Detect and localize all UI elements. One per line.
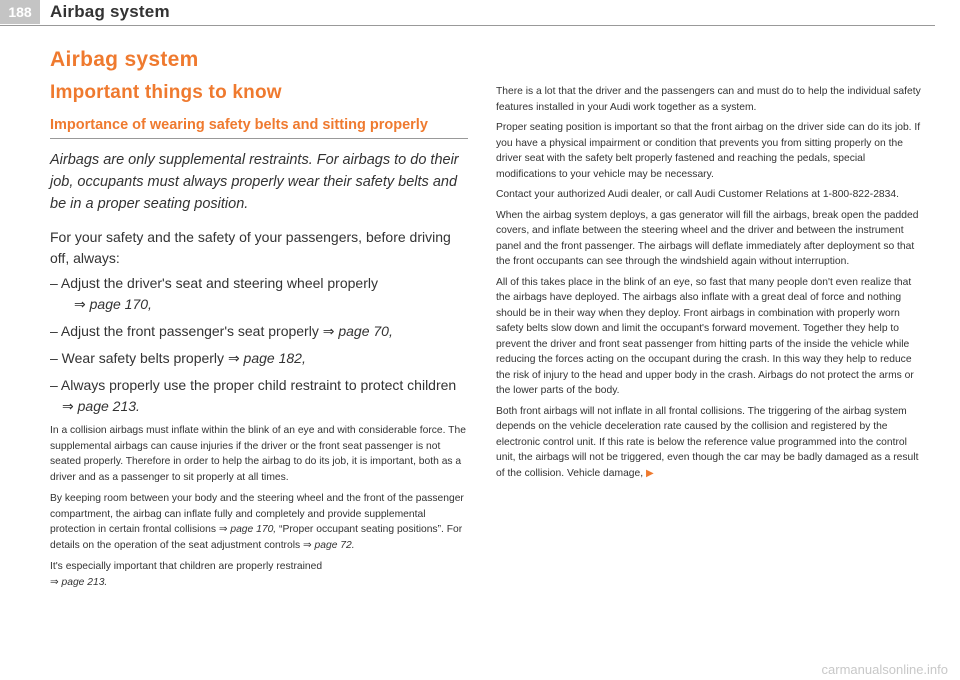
- continue-arrow-icon: ▶: [645, 467, 654, 479]
- body-text: “Proper occupant seating positions”. For details on the operation of the seat adjustment controls: [50, 524, 463, 551]
- list-item-text: – Always properly use the proper child restraint to protect children: [50, 377, 457, 393]
- list-item: [50, 348, 468, 369]
- intro-paragraph: For your safety and the safety of your passengers, before driving off, always:: [50, 229, 451, 266]
- list-item: [50, 321, 468, 342]
- page-reference-link[interactable]: ⇒ page 170,: [218, 524, 277, 535]
- running-header-title: Airbag system: [50, 2, 170, 21]
- left-column: [50, 48, 468, 596]
- page-reference-link[interactable]: ⇒ page 182,: [227, 350, 306, 366]
- page-reference-link[interactable]: ⇒ page 72.: [303, 539, 355, 551]
- list-item-text: – Wear safety belts properly: [50, 350, 225, 366]
- lead-paragraph: Airbags are only supplemental restraints. For airbags to do their job, occupants must always properly wear their safety belts and be in a proper seating position.: [50, 152, 459, 212]
- section-title: Airbag system: [50, 48, 199, 71]
- body-paragraph: [496, 404, 926, 482]
- checklist: [50, 273, 468, 417]
- page-reference-link[interactable]: ⇒ page 213.: [50, 576, 108, 588]
- page-reference-link[interactable]: ⇒ page 170,: [74, 296, 152, 312]
- chapter-title: Important things to know: [50, 82, 282, 103]
- list-item: [50, 375, 468, 417]
- list-item-text: – Adjust the driver's seat and steering wheel properly: [50, 275, 378, 291]
- body-paragraph: [50, 491, 468, 553]
- right-column: [496, 84, 926, 486]
- page-reference-link[interactable]: ⇒ page 70,: [322, 323, 393, 339]
- header-rule: [0, 25, 935, 26]
- body-text: By keeping room between your body and the steering wheel and the front of the passenger compartment, the airbag can inflate fully and completely and provide supplemental protection in certain frontal collisions: [50, 493, 464, 535]
- body-text: It's especially important that children are properly restrained: [50, 561, 323, 572]
- list-item-text: – Adjust the front passenger's seat properly: [50, 323, 319, 339]
- watermark: carmanualsonline.info: [821, 662, 948, 677]
- page-number: 188: [0, 0, 40, 24]
- body-paragraph: When the airbag system deploys, a gas generator will fill the airbags, break open the padded covers, and inflate between the steering wheel and the driver and between the instrument panel and the front passenger. The airbags will deflate immediately after deployment so that the front occupants can see through the windshield again without interruption.: [496, 209, 919, 267]
- page-reference-link[interactable]: ⇒ page 213.: [62, 398, 140, 414]
- body-paragraph: [50, 559, 468, 590]
- body-paragraph: Contact your authorized Audi dealer, or call Audi Customer Relations at 1-800-822-2834.: [496, 189, 899, 200]
- body-text: Both front airbags will not inflate in all frontal collisions. The triggering of the airbag system depends on the vehicle deceleration rate caused by the collision and registered by the electronic control unit. If this rate is below the reference value programmed into the control unit, the airbags will not be triggered, even though the car may be badly damaged as a result of the collision. Vehicle damage,: [496, 405, 919, 479]
- list-item: [50, 273, 468, 315]
- body-paragraph: There is a lot that the driver and the passengers can and must do to help the individual safety features installed in your Audi work together as a system.: [496, 86, 921, 113]
- subsection-title: Importance of wearing safety belts and sitting properly: [50, 116, 468, 139]
- body-paragraph: In a collision airbags must inflate within the blink of an eye and with considerable force. The supplemental airbags can cause injuries if the driver or the front seat passenger is not seated properly. Therefore in order to help the airbag to do its job, it is important, both as a driver and as a passenger to sit properly at all times.: [50, 425, 466, 483]
- body-paragraph: All of this takes place in the blink of an eye, so fast that many people don't even realize that the airbags have deployed. The airbags also inflate with a great deal of force and nothing should be in their way when they deploy. Front airbags in combination with properly worn safety belts slow down and limit the occupant's forward movement. Together they help to prevent the driver and front seat passenger from hitting parts of the inside the vehicle while reducing the forces acting on the occupant during the crash. In this way they help to reduce the risk of injury to the head and upper body in the crash. Airbags do not protect the arms or the lower parts of the body.: [496, 276, 914, 396]
- body-paragraph: Proper seating position is important so that the front airbag on the driver side can do its job. If you have a physical impairment or condition that prevents you from sitting properly on the driver seat with the safety belt properly fastened and reaching the pedals, special modifications to your vehicle may be necessary.: [496, 122, 921, 180]
